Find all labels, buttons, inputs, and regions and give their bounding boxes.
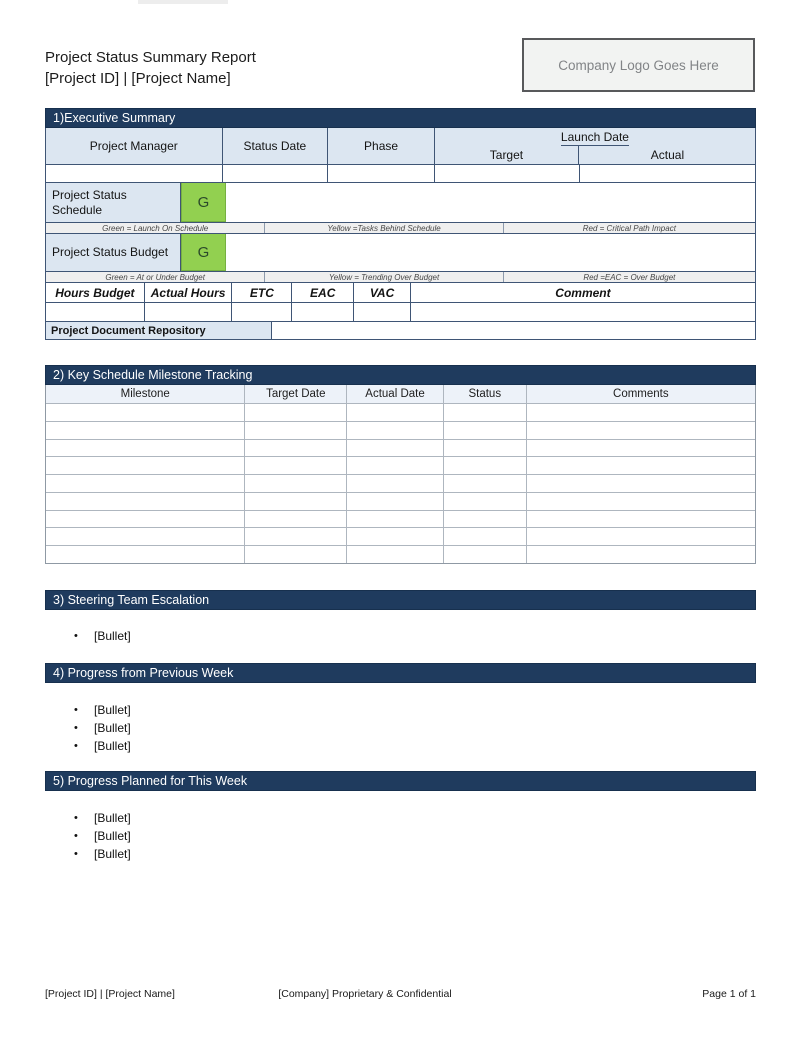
- milestone-empty-row: [46, 510, 755, 528]
- executive-summary-table: [45, 128, 756, 340]
- milestone-col-header: Milestone: [46, 385, 245, 403]
- actual-date-col-header: Actual Date: [347, 385, 444, 403]
- status-date-field[interactable]: [223, 165, 329, 182]
- section4-bullet-list: [68, 701, 131, 755]
- section3-bullet-list: [68, 627, 131, 645]
- section5-heading-bar: [45, 771, 756, 791]
- bullet-icon: •: [74, 722, 78, 734]
- launch-target-field[interactable]: [435, 165, 580, 182]
- bullet-text: [Bullet]: [94, 721, 131, 735]
- milestone-cell[interactable]: [444, 457, 527, 474]
- eac-field[interactable]: [292, 303, 354, 321]
- comment-header: Comment: [555, 285, 611, 300]
- milestone-cell[interactable]: [245, 511, 347, 528]
- milestone-cell[interactable]: [527, 511, 755, 528]
- bullet-icon: •: [74, 848, 78, 860]
- budget-legend-row: [46, 271, 755, 282]
- milestone-cell[interactable]: [347, 440, 444, 457]
- bullet-icon: •: [74, 630, 78, 642]
- milestone-header-row: [46, 385, 755, 403]
- bullet-icon: •: [74, 740, 78, 752]
- milestone-cell[interactable]: [46, 475, 245, 492]
- footer-project-id: [Project ID] | [Project Name]: [45, 988, 175, 1000]
- milestone-cell[interactable]: [46, 493, 245, 510]
- bullet-text: [Bullet]: [94, 739, 131, 753]
- milestone-cell[interactable]: [444, 493, 527, 510]
- project-manager-header: Project Manager: [46, 128, 223, 164]
- actual-hours-header: Actual Hours: [145, 283, 233, 302]
- milestone-cell[interactable]: [527, 493, 755, 510]
- budget-status-comment-field[interactable]: [226, 234, 755, 271]
- target-date-col-header: Target Date: [245, 385, 347, 403]
- comments-col-header: Comments: [613, 388, 669, 400]
- actual-header: Actual: [650, 148, 685, 162]
- milestone-empty-row: [46, 474, 755, 492]
- bullet-icon: •: [74, 812, 78, 824]
- milestone-cell[interactable]: [527, 404, 755, 421]
- exec-header-row: [46, 128, 755, 164]
- launch-date-header-group: [435, 128, 755, 164]
- milestone-cell[interactable]: [444, 440, 527, 457]
- bullet-icon: •: [74, 704, 78, 716]
- actual-hours-field[interactable]: [145, 303, 233, 321]
- status-schedule-label: Project Status Schedule: [46, 183, 181, 222]
- milestone-empty-row: [46, 527, 755, 545]
- schedule-legend-green: Green = Launch On Schedule: [46, 223, 265, 233]
- list-item[interactable]: [68, 627, 131, 645]
- status-budget-row: [46, 233, 755, 271]
- milestone-cell[interactable]: [46, 404, 245, 421]
- budget-legend-red: Red =EAC = Over Budget: [504, 272, 755, 282]
- milestone-cell[interactable]: [347, 493, 444, 510]
- schedule-legend-row: [46, 222, 755, 233]
- project-manager-field[interactable]: [46, 165, 223, 182]
- milestone-cell[interactable]: [46, 511, 245, 528]
- schedule-status-indicator[interactable]: G: [181, 183, 226, 222]
- etc-field[interactable]: [232, 303, 292, 321]
- milestone-empty-row: [46, 545, 755, 563]
- milestone-cell[interactable]: [347, 457, 444, 474]
- milestone-cell[interactable]: [347, 546, 444, 563]
- schedule-legend-yellow: Yellow =Tasks Behind Schedule: [265, 223, 503, 233]
- company-logo-text: Company Logo Goes Here: [558, 57, 719, 73]
- milestone-cell[interactable]: [46, 457, 245, 474]
- schedule-legend-red: Red = Critical Path Impact: [504, 223, 755, 233]
- bullet-text: [Bullet]: [94, 629, 131, 643]
- phase-header: Phase: [328, 128, 435, 164]
- bullet-text: [Bullet]: [94, 829, 131, 843]
- repository-row: [46, 321, 755, 339]
- bullet-icon: •: [74, 830, 78, 842]
- footer-confidential: [Company] Proprietary & Confidential: [278, 988, 452, 1000]
- exec-value-row: [46, 164, 755, 182]
- hours-header-row: [46, 282, 755, 302]
- budget-status-indicator[interactable]: G: [181, 234, 226, 271]
- section5-heading: 5) Progress Planned for This Week: [53, 774, 248, 788]
- milestone-cell[interactable]: [245, 475, 347, 492]
- status-budget-label: Project Status Budget: [46, 234, 181, 271]
- section2-heading-bar: [45, 365, 756, 385]
- status-col-header: Status: [444, 385, 527, 403]
- section4-heading: 4) Progress from Previous Week: [53, 666, 234, 680]
- budget-legend-green: Green = At or Under Budget: [46, 272, 265, 282]
- milestone-cell[interactable]: [444, 546, 527, 563]
- milestone-cell[interactable]: [527, 457, 755, 474]
- budget-legend-yellow: Yellow = Trending Over Budget: [265, 272, 503, 282]
- milestone-cell[interactable]: [245, 457, 347, 474]
- milestone-cell[interactable]: [347, 475, 444, 492]
- section5-bullet-list: [68, 809, 131, 863]
- milestone-cell[interactable]: [444, 528, 527, 545]
- bullet-text: [Bullet]: [94, 703, 131, 717]
- milestone-cell[interactable]: [46, 546, 245, 563]
- phase-field[interactable]: [328, 165, 435, 182]
- milestone-cell[interactable]: [527, 422, 755, 439]
- document-title: Project Status Summary Report: [45, 49, 256, 66]
- document-title-block: [45, 47, 256, 89]
- cropped-text-artifact: [138, 0, 228, 4]
- hours-budget-header: Hours Budget: [46, 283, 145, 302]
- section2-heading: 2) Key Schedule Milestone Tracking: [53, 368, 253, 382]
- milestone-cell[interactable]: [527, 440, 755, 457]
- etc-header: ETC: [232, 283, 292, 302]
- target-header: Target: [435, 146, 580, 164]
- milestone-cell[interactable]: [347, 422, 444, 439]
- milestone-cell[interactable]: [347, 528, 444, 545]
- list-item[interactable]: [68, 845, 131, 863]
- footer-page-number: Page 1 of 1: [702, 988, 756, 1000]
- milestone-cell[interactable]: [527, 475, 755, 492]
- section1-heading-bar: [45, 108, 756, 128]
- milestone-empty-row: [46, 456, 755, 474]
- bullet-text: [Bullet]: [94, 811, 131, 825]
- milestone-empty-row: [46, 439, 755, 457]
- list-item[interactable]: [68, 827, 131, 845]
- project-id-name-subtitle: [Project ID] | [Project Name]: [45, 70, 231, 87]
- section1-heading: 1)Executive Summary: [53, 111, 176, 125]
- section3-heading-bar: [45, 590, 756, 610]
- section4-heading-bar: [45, 663, 756, 683]
- milestone-empty-row: [46, 421, 755, 439]
- milestone-cell[interactable]: [444, 475, 527, 492]
- milestone-section: [45, 365, 756, 564]
- milestone-cell[interactable]: [245, 493, 347, 510]
- list-item[interactable]: [68, 737, 131, 755]
- milestone-cell[interactable]: [46, 422, 245, 439]
- hours-value-row: [46, 302, 755, 321]
- status-date-header: Status Date: [223, 128, 329, 164]
- bullet-text: [Bullet]: [94, 847, 131, 861]
- repository-link-field[interactable]: [272, 322, 755, 339]
- list-item[interactable]: [68, 701, 131, 719]
- hours-budget-field[interactable]: [46, 303, 145, 321]
- milestone-cell[interactable]: [245, 528, 347, 545]
- milestone-cell[interactable]: [245, 404, 347, 421]
- status-schedule-row: [46, 182, 755, 222]
- milestone-cell[interactable]: [527, 546, 755, 563]
- schedule-status-comment-field[interactable]: [226, 183, 755, 222]
- milestone-cell[interactable]: [444, 404, 527, 421]
- milestone-table-body: [46, 403, 755, 563]
- section3-heading: 3) Steering Team Escalation: [53, 593, 210, 607]
- milestone-cell[interactable]: [347, 511, 444, 528]
- list-item[interactable]: [68, 719, 131, 737]
- milestone-cell[interactable]: [444, 422, 527, 439]
- milestone-cell[interactable]: [245, 422, 347, 439]
- vac-header: VAC: [354, 283, 411, 302]
- milestone-cell[interactable]: [347, 404, 444, 421]
- milestone-empty-row: [46, 403, 755, 421]
- company-logo-placeholder[interactable]: [522, 38, 755, 92]
- comment-field[interactable]: [411, 303, 755, 321]
- milestone-table: [45, 385, 756, 564]
- milestone-cell[interactable]: [245, 546, 347, 563]
- launch-date-header: Launch Date: [561, 128, 629, 146]
- milestone-cell[interactable]: [527, 528, 755, 545]
- launch-actual-field[interactable]: [580, 165, 756, 182]
- milestone-cell[interactable]: [46, 440, 245, 457]
- milestone-empty-row: [46, 492, 755, 510]
- eac-header: EAC: [292, 283, 354, 302]
- list-item[interactable]: [68, 809, 131, 827]
- vac-field[interactable]: [354, 303, 411, 321]
- milestone-cell[interactable]: [46, 528, 245, 545]
- milestone-cell[interactable]: [245, 440, 347, 457]
- repository-label: Project Document Repository: [46, 322, 272, 339]
- milestone-cell[interactable]: [444, 511, 527, 528]
